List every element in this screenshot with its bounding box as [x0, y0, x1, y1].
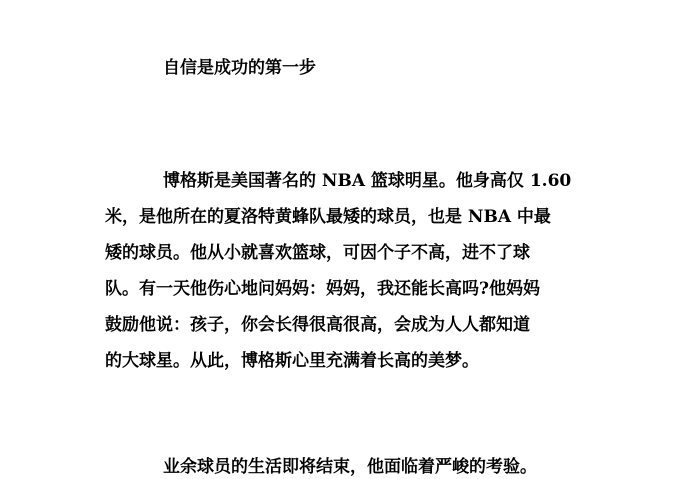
paragraph-line: 博格斯是美国著名的 NBA 篮球明星。他身高仅 1.60 [163, 171, 572, 191]
document-title: 自信是成功的第一步 [163, 58, 316, 78]
paragraph-line: 队。有一天他伤心地问妈妈：妈妈，我还能长高吗?他妈妈 [105, 279, 540, 299]
paragraph-line: 鼓励他说：孩子，你会长得很高很高，会成为人人都知道 [105, 315, 530, 335]
next-paragraph-partial: 业余球员的生活即将结束，他面临着严峻的考验。 [163, 457, 537, 477]
paragraph-line: 的大球星。从此，博格斯心里充满着长高的美梦。 [105, 351, 479, 371]
body-paragraph [105, 163, 605, 379]
paragraph-line: 米，是他所在的夏洛特黄蜂队最矮的球员，也是 NBA 中最 [105, 207, 551, 227]
paragraph-line: 矮的球员。他从小就喜欢篮球，可因个子不高，进不了球 [105, 243, 530, 263]
